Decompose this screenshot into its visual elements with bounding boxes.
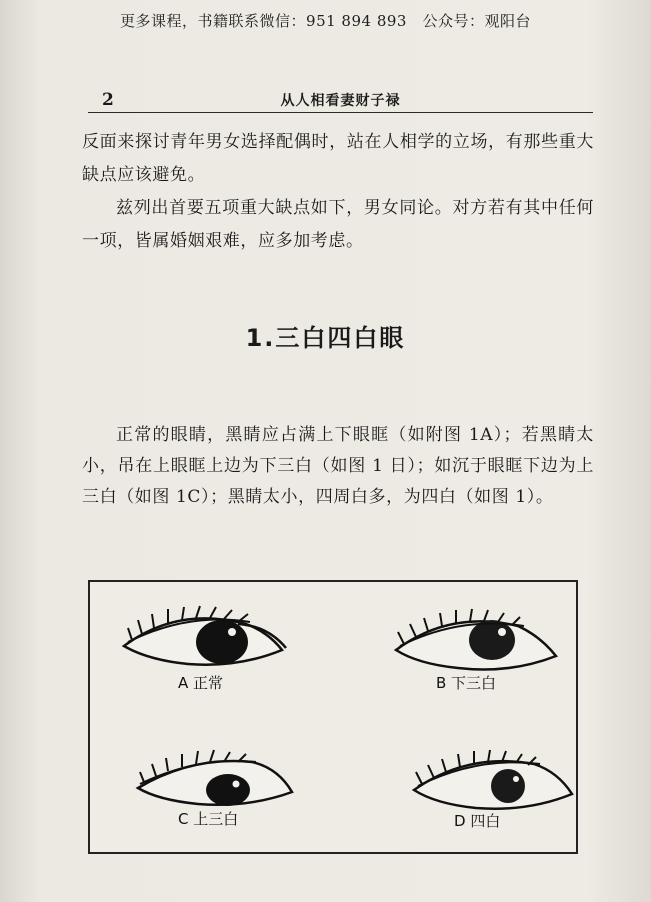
caption-b-lower-three-white: B 下三白 (436, 674, 497, 692)
eye-diagram-figure (88, 580, 578, 854)
paragraph-list-intro: 兹列出首要五项重大缺点如下，男女同论。对方若有其中任何一项，皆属婚姻艰难，应多加考虑。 (82, 198, 594, 251)
caption-c-upper-three-white: C 上三白 (178, 810, 239, 828)
contact-watermark: 更多课程，书籍联系微信：951 894 893 公众号：观阳台 (120, 12, 531, 30)
paragraph-intro: 反面来探讨青年男女选择配偶时，站在人相学的立场，有那些重大缺点应该避免。 (82, 132, 594, 185)
paragraph-eye-description: 正常的眼睛，黑睛应占满上下眼眶（如附图 1A）；若黑睛太小，吊在上眼眶上边为下三白（如图 1 日）；如沉于眼眶下边为上三白（如图 1C）；黑睛太小，四周白多，为四白（如图 1）。 (82, 425, 594, 507)
book-title: 从人相看妻财子禄 (280, 93, 401, 109)
running-header (88, 86, 593, 113)
caption-d-four-white: D 四白 (454, 812, 501, 830)
caption-a-normal: A 正常 (178, 674, 224, 692)
eye-normal-illustration (118, 602, 298, 682)
section-heading: 1.三白四白眼 (245, 324, 406, 352)
page-number: 2 (102, 90, 114, 110)
